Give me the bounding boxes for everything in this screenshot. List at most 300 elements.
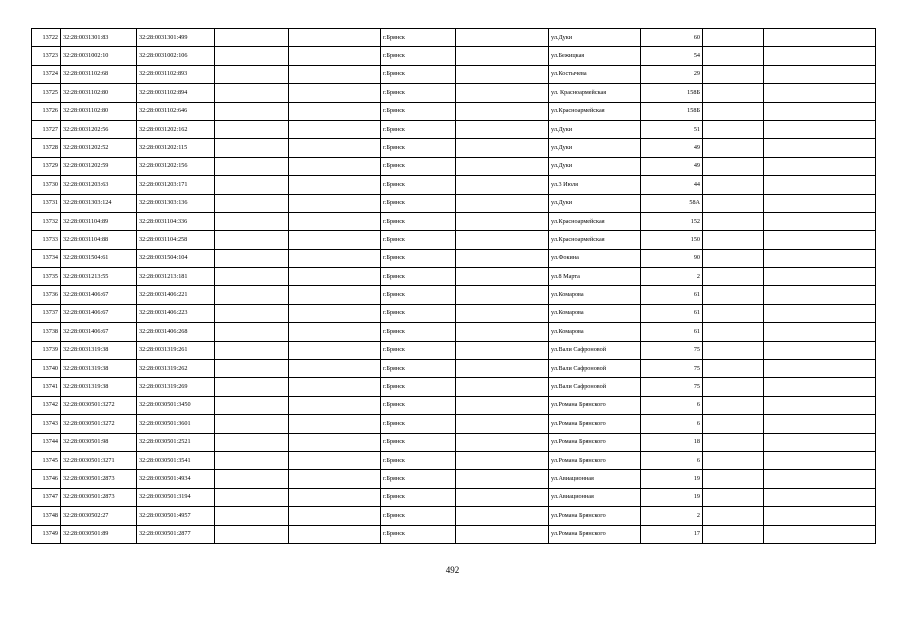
house-number-cell: 29	[641, 65, 703, 83]
parcel-cadastral-cell: 32:28:0031319:38	[61, 341, 137, 359]
house-number-cell: 6	[641, 415, 703, 433]
parcel-cadastral-cell: 32:28:0031202:56	[61, 120, 137, 138]
city-cell: г.Брянск	[381, 176, 456, 194]
parcel-cadastral-cell: 32:28:0030501:3272	[61, 396, 137, 414]
table-row	[32, 268, 876, 286]
empty-cell	[456, 360, 549, 378]
house-number-cell: 2	[641, 507, 703, 525]
empty-cell	[215, 249, 289, 267]
street-cell: ул.Красноармейская	[549, 102, 641, 120]
empty-cell	[289, 29, 381, 47]
city-cell: г.Брянск	[381, 525, 456, 543]
object-cadastral-cell: 32:28:0031319:262	[137, 360, 215, 378]
parcel-cadastral-cell: 32:28:0031406:67	[61, 286, 137, 304]
empty-cell	[456, 29, 549, 47]
empty-cell	[289, 451, 381, 469]
table-row	[32, 65, 876, 83]
parcel-cadastral-cell: 32:28:0031002:10	[61, 47, 137, 65]
empty-cell	[456, 65, 549, 83]
empty-cell	[289, 268, 381, 286]
empty-cell	[456, 304, 549, 322]
row-number-cell: 13734	[32, 249, 61, 267]
empty-cell	[215, 212, 289, 230]
table-row	[32, 47, 876, 65]
empty-cell	[289, 304, 381, 322]
empty-cell	[289, 341, 381, 359]
row-number-cell: 13741	[32, 378, 61, 396]
city-cell: г.Брянск	[381, 84, 456, 102]
empty-cell	[215, 120, 289, 138]
empty-cell	[456, 286, 549, 304]
empty-cell	[215, 157, 289, 175]
empty-cell	[703, 212, 764, 230]
table-row	[32, 212, 876, 230]
empty-cell	[764, 249, 876, 267]
object-cadastral-cell: 32:28:0031104:258	[137, 231, 215, 249]
empty-cell	[456, 415, 549, 433]
street-cell: ул.Фокина	[549, 249, 641, 267]
empty-cell	[703, 47, 764, 65]
table-row	[32, 84, 876, 102]
empty-cell	[289, 415, 381, 433]
empty-cell	[215, 102, 289, 120]
empty-cell	[456, 525, 549, 543]
house-number-cell: 75	[641, 360, 703, 378]
street-cell: ул.Комарова	[549, 323, 641, 341]
empty-cell	[456, 268, 549, 286]
table-row	[32, 29, 876, 47]
empty-cell	[456, 341, 549, 359]
row-number-cell: 13731	[32, 194, 61, 212]
city-cell: г.Брянск	[381, 102, 456, 120]
empty-cell	[764, 378, 876, 396]
empty-cell	[764, 102, 876, 120]
empty-cell	[456, 84, 549, 102]
object-cadastral-cell: 32:28:0031504:104	[137, 249, 215, 267]
empty-cell	[289, 139, 381, 157]
empty-cell	[215, 65, 289, 83]
object-cadastral-cell: 32:28:0031301:499	[137, 29, 215, 47]
empty-cell	[215, 507, 289, 525]
street-cell: ул.Дуки	[549, 29, 641, 47]
page-number: 492	[445, 565, 460, 575]
house-number-cell: 58А	[641, 194, 703, 212]
table-row	[32, 488, 876, 506]
table-row	[32, 120, 876, 138]
empty-cell	[764, 286, 876, 304]
row-number-cell: 13722	[32, 29, 61, 47]
house-number-cell: 17	[641, 525, 703, 543]
object-cadastral-cell: 32:28:0031102:646	[137, 102, 215, 120]
city-cell: г.Брянск	[381, 29, 456, 47]
city-cell: г.Брянск	[381, 323, 456, 341]
empty-cell	[289, 507, 381, 525]
empty-cell	[456, 488, 549, 506]
empty-cell	[703, 231, 764, 249]
object-cadastral-cell: 32:28:0031303:136	[137, 194, 215, 212]
house-number-cell: 90	[641, 249, 703, 267]
city-cell: г.Брянск	[381, 396, 456, 414]
city-cell: г.Брянск	[381, 194, 456, 212]
empty-cell	[215, 29, 289, 47]
object-cadastral-cell: 32:28:0031203:171	[137, 176, 215, 194]
parcel-cadastral-cell: 32:28:0030501:2873	[61, 488, 137, 506]
empty-cell	[456, 323, 549, 341]
empty-cell	[456, 176, 549, 194]
empty-cell	[289, 194, 381, 212]
row-number-cell: 13735	[32, 268, 61, 286]
empty-cell	[764, 396, 876, 414]
house-number-cell: 19	[641, 488, 703, 506]
empty-cell	[289, 84, 381, 102]
empty-cell	[764, 212, 876, 230]
street-cell: ул.Романа Брянского	[549, 415, 641, 433]
empty-cell	[215, 415, 289, 433]
row-number-cell: 13742	[32, 396, 61, 414]
empty-cell	[703, 415, 764, 433]
empty-cell	[764, 433, 876, 451]
empty-cell	[289, 120, 381, 138]
city-cell: г.Брянск	[381, 433, 456, 451]
parcel-cadastral-cell: 32:28:0031303:124	[61, 194, 137, 212]
row-number-cell: 13736	[32, 286, 61, 304]
row-number-cell: 13733	[32, 231, 61, 249]
street-cell: ул.Комарова	[549, 304, 641, 322]
empty-cell	[703, 139, 764, 157]
house-number-cell: 158Б	[641, 102, 703, 120]
table-row	[32, 396, 876, 414]
row-number-cell: 13730	[32, 176, 61, 194]
city-cell: г.Брянск	[381, 488, 456, 506]
city-cell: г.Брянск	[381, 451, 456, 469]
object-cadastral-cell: 32:28:0030501:3194	[137, 488, 215, 506]
city-cell: г.Брянск	[381, 157, 456, 175]
city-cell: г.Брянск	[381, 65, 456, 83]
empty-cell	[289, 396, 381, 414]
empty-cell	[456, 396, 549, 414]
empty-cell	[456, 102, 549, 120]
street-cell: ул.Романа Брянского	[549, 396, 641, 414]
table-row	[32, 231, 876, 249]
empty-cell	[703, 268, 764, 286]
parcel-cadastral-cell: 32:28:0031406:67	[61, 304, 137, 322]
empty-cell	[764, 507, 876, 525]
empty-cell	[764, 120, 876, 138]
empty-cell	[215, 451, 289, 469]
empty-cell	[764, 176, 876, 194]
registry-table	[31, 28, 876, 544]
object-cadastral-cell: 32:28:0031202:162	[137, 120, 215, 138]
object-cadastral-cell: 32:28:0031002:106	[137, 47, 215, 65]
house-number-cell: 61	[641, 323, 703, 341]
empty-cell	[703, 84, 764, 102]
empty-cell	[215, 304, 289, 322]
empty-cell	[703, 29, 764, 47]
row-number-cell: 13737	[32, 304, 61, 322]
empty-cell	[289, 323, 381, 341]
empty-cell	[703, 341, 764, 359]
empty-cell	[764, 47, 876, 65]
table-row	[32, 249, 876, 267]
empty-cell	[289, 488, 381, 506]
street-cell: ул.Костычева	[549, 65, 641, 83]
object-cadastral-cell: 32:28:0030501:2521	[137, 433, 215, 451]
street-cell: ул.Бежицкая	[549, 47, 641, 65]
object-cadastral-cell: 32:28:0031406:221	[137, 286, 215, 304]
object-cadastral-cell: 32:28:0030501:4957	[137, 507, 215, 525]
table-row	[32, 470, 876, 488]
empty-cell	[764, 84, 876, 102]
empty-cell	[456, 378, 549, 396]
empty-cell	[703, 286, 764, 304]
house-number-cell: 60	[641, 29, 703, 47]
street-cell: ул.Дуки	[549, 120, 641, 138]
house-number-cell: 6	[641, 396, 703, 414]
table-row	[32, 525, 876, 543]
street-cell: ул.Дуки	[549, 194, 641, 212]
table-row	[32, 360, 876, 378]
parcel-cadastral-cell: 32:28:0031213:55	[61, 268, 137, 286]
street-cell: ул.Красноармейская	[549, 212, 641, 230]
table-row	[32, 157, 876, 175]
street-cell: ул.Вали Сафроновой	[549, 360, 641, 378]
empty-cell	[764, 157, 876, 175]
empty-cell	[703, 65, 764, 83]
empty-cell	[703, 323, 764, 341]
empty-cell	[456, 470, 549, 488]
row-number-cell: 13723	[32, 47, 61, 65]
city-cell: г.Брянск	[381, 249, 456, 267]
street-cell: ул.Вали Сафроновой	[549, 341, 641, 359]
city-cell: г.Брянск	[381, 286, 456, 304]
house-number-cell: 2	[641, 268, 703, 286]
city-cell: г.Брянск	[381, 507, 456, 525]
empty-cell	[215, 470, 289, 488]
row-number-cell: 13740	[32, 360, 61, 378]
city-cell: г.Брянск	[381, 268, 456, 286]
row-number-cell: 13727	[32, 120, 61, 138]
object-cadastral-cell: 32:28:0030501:3450	[137, 396, 215, 414]
house-number-cell: 44	[641, 176, 703, 194]
row-number-cell: 13732	[32, 212, 61, 230]
street-cell: ул.Романа Брянского	[549, 451, 641, 469]
empty-cell	[764, 341, 876, 359]
parcel-cadastral-cell: 32:28:0031102:68	[61, 65, 137, 83]
object-cadastral-cell: 32:28:0030501:4934	[137, 470, 215, 488]
empty-cell	[456, 451, 549, 469]
empty-cell	[215, 231, 289, 249]
empty-cell	[215, 525, 289, 543]
object-cadastral-cell: 32:28:0031319:269	[137, 378, 215, 396]
street-cell: ул.Дуки	[549, 139, 641, 157]
empty-cell	[289, 231, 381, 249]
table-row	[32, 378, 876, 396]
empty-cell	[289, 249, 381, 267]
empty-cell	[289, 102, 381, 120]
empty-cell	[289, 470, 381, 488]
empty-cell	[764, 231, 876, 249]
city-cell: г.Брянск	[381, 212, 456, 230]
street-cell: ул.Красноармейская	[549, 231, 641, 249]
object-cadastral-cell: 32:28:0031202:115	[137, 139, 215, 157]
empty-cell	[456, 433, 549, 451]
parcel-cadastral-cell: 32:28:0030502:27	[61, 507, 137, 525]
city-cell: г.Брянск	[381, 47, 456, 65]
row-number-cell: 13749	[32, 525, 61, 543]
empty-cell	[764, 525, 876, 543]
empty-cell	[289, 433, 381, 451]
street-cell: ул.Вали Сафроновой	[549, 378, 641, 396]
empty-cell	[215, 488, 289, 506]
empty-cell	[215, 360, 289, 378]
house-number-cell: 51	[641, 120, 703, 138]
city-cell: г.Брянск	[381, 139, 456, 157]
empty-cell	[764, 268, 876, 286]
empty-cell	[703, 176, 764, 194]
object-cadastral-cell: 32:28:0031319:261	[137, 341, 215, 359]
empty-cell	[703, 433, 764, 451]
street-cell: ул.Авиационная	[549, 470, 641, 488]
object-cadastral-cell: 32:28:0030501:2877	[137, 525, 215, 543]
empty-cell	[703, 396, 764, 414]
object-cadastral-cell: 32:28:0031406:223	[137, 304, 215, 322]
house-number-cell: 18	[641, 433, 703, 451]
row-number-cell: 13729	[32, 157, 61, 175]
empty-cell	[215, 47, 289, 65]
row-number-cell: 13725	[32, 84, 61, 102]
object-cadastral-cell: 32:28:0031213:181	[137, 268, 215, 286]
city-cell: г.Брянск	[381, 120, 456, 138]
parcel-cadastral-cell: 32:28:0030501:89	[61, 525, 137, 543]
empty-cell	[215, 323, 289, 341]
empty-cell	[764, 194, 876, 212]
table-row	[32, 194, 876, 212]
street-cell: ул.Комарова	[549, 286, 641, 304]
parcel-cadastral-cell: 32:28:0031319:38	[61, 360, 137, 378]
empty-cell	[215, 433, 289, 451]
row-number-cell: 13748	[32, 507, 61, 525]
table-row	[32, 139, 876, 157]
parcel-cadastral-cell: 32:28:0031104:88	[61, 231, 137, 249]
city-cell: г.Брянск	[381, 231, 456, 249]
empty-cell	[456, 249, 549, 267]
empty-cell	[764, 360, 876, 378]
parcel-cadastral-cell: 32:28:0031319:38	[61, 378, 137, 396]
empty-cell	[703, 249, 764, 267]
house-number-cell: 6	[641, 451, 703, 469]
house-number-cell: 61	[641, 286, 703, 304]
registry-body	[32, 29, 876, 544]
city-cell: г.Брянск	[381, 378, 456, 396]
house-number-cell: 150	[641, 231, 703, 249]
parcel-cadastral-cell: 32:28:0031104:89	[61, 212, 137, 230]
empty-cell	[703, 360, 764, 378]
parcel-cadastral-cell: 32:28:0031504:61	[61, 249, 137, 267]
empty-cell	[764, 304, 876, 322]
parcel-cadastral-cell: 32:28:0031203:63	[61, 176, 137, 194]
empty-cell	[703, 378, 764, 396]
table-row	[32, 304, 876, 322]
empty-cell	[703, 451, 764, 469]
parcel-cadastral-cell: 32:28:0031102:80	[61, 102, 137, 120]
table-row	[32, 102, 876, 120]
table-row	[32, 415, 876, 433]
object-cadastral-cell: 32:28:0030501:3601	[137, 415, 215, 433]
row-number-cell: 13739	[32, 341, 61, 359]
empty-cell	[215, 396, 289, 414]
city-cell: г.Брянск	[381, 304, 456, 322]
house-number-cell: 75	[641, 378, 703, 396]
parcel-cadastral-cell: 32:28:0031301:83	[61, 29, 137, 47]
street-cell: ул.3 Июля	[549, 176, 641, 194]
empty-cell	[703, 102, 764, 120]
house-number-cell: 19	[641, 470, 703, 488]
house-number-cell: 158Б	[641, 84, 703, 102]
parcel-cadastral-cell: 32:28:0030501:2873	[61, 470, 137, 488]
table-row	[32, 507, 876, 525]
street-cell: ул.Дуки	[549, 157, 641, 175]
object-cadastral-cell: 32:28:0031406:268	[137, 323, 215, 341]
street-cell: ул.8 Марта	[549, 268, 641, 286]
table-row	[32, 433, 876, 451]
house-number-cell: 75	[641, 341, 703, 359]
parcel-cadastral-cell: 32:28:0030501:3271	[61, 451, 137, 469]
empty-cell	[703, 525, 764, 543]
empty-cell	[215, 139, 289, 157]
table-row	[32, 176, 876, 194]
object-cadastral-cell: 32:28:0031104:336	[137, 212, 215, 230]
table-row	[32, 323, 876, 341]
object-cadastral-cell: 32:28:0031202:156	[137, 157, 215, 175]
city-cell: г.Брянск	[381, 360, 456, 378]
empty-cell	[764, 488, 876, 506]
table-row	[32, 341, 876, 359]
row-number-cell: 13746	[32, 470, 61, 488]
parcel-cadastral-cell: 32:28:0031406:67	[61, 323, 137, 341]
street-cell: ул.Авиационная	[549, 488, 641, 506]
empty-cell	[215, 194, 289, 212]
object-cadastral-cell: 32:28:0031102:893	[137, 65, 215, 83]
empty-cell	[289, 378, 381, 396]
empty-cell	[703, 488, 764, 506]
object-cadastral-cell: 32:28:0030501:3541	[137, 451, 215, 469]
parcel-cadastral-cell: 32:28:0030501:3272	[61, 415, 137, 433]
row-number-cell: 13724	[32, 65, 61, 83]
empty-cell	[764, 29, 876, 47]
street-cell: ул. Красноармейская	[549, 84, 641, 102]
empty-cell	[456, 507, 549, 525]
empty-cell	[215, 84, 289, 102]
row-number-cell: 13726	[32, 102, 61, 120]
parcel-cadastral-cell: 32:28:0031202:52	[61, 139, 137, 157]
empty-cell	[764, 415, 876, 433]
street-cell: ул.Романа Брянского	[549, 433, 641, 451]
row-number-cell: 13738	[32, 323, 61, 341]
house-number-cell: 61	[641, 304, 703, 322]
empty-cell	[289, 286, 381, 304]
empty-cell	[289, 176, 381, 194]
empty-cell	[703, 304, 764, 322]
object-cadastral-cell: 32:28:0031102:894	[137, 84, 215, 102]
parcel-cadastral-cell: 32:28:0031102:80	[61, 84, 137, 102]
empty-cell	[456, 47, 549, 65]
empty-cell	[289, 212, 381, 230]
empty-cell	[703, 120, 764, 138]
empty-cell	[215, 378, 289, 396]
empty-cell	[215, 286, 289, 304]
empty-cell	[456, 212, 549, 230]
empty-cell	[215, 268, 289, 286]
